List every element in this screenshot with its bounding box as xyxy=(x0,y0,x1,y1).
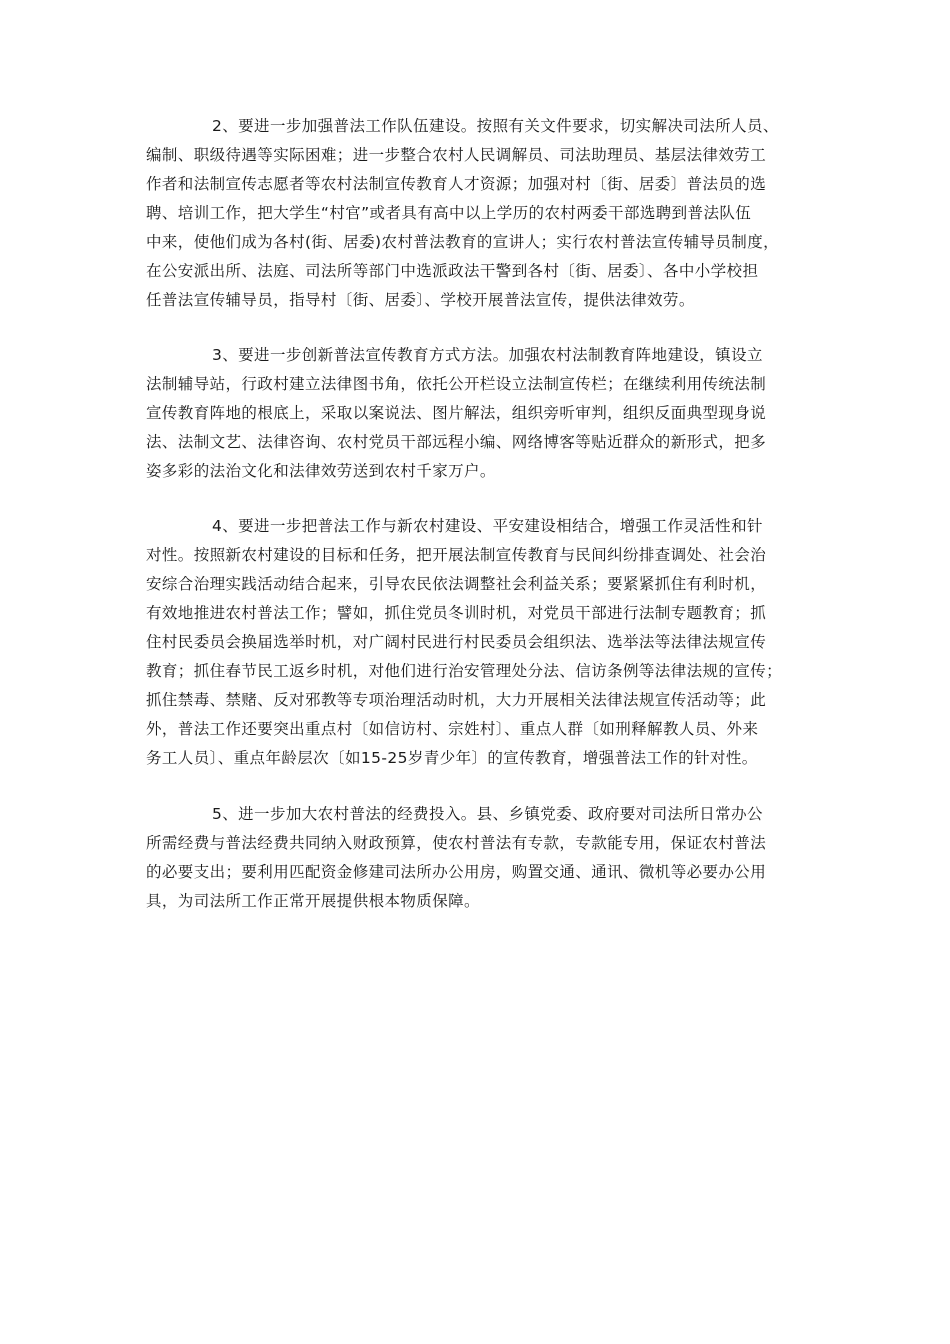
paragraph-line: 具，为司法所工作正常开展提供根本物质保障。 xyxy=(146,892,480,910)
paragraph-line: 聘、培训工作，把大学生“村官”或者具有高中以上学历的农村两委干部选聘到普法队伍 xyxy=(146,204,752,222)
paragraph-line: 务工人员〕、重点年龄层次〔如15-25岁青少年〕的宣传教育，增强普法工作的针对性。 xyxy=(146,749,758,767)
paragraph-line: 安综合治理实践活动结合起来，引导农民依法调整社会利益关系；要紧紧抓住有利时机， xyxy=(146,575,767,593)
paragraph-line: 2、要进一步加强普法工作队伍建设。按照有关文件要求，切实解决司法所人员、 xyxy=(212,117,779,135)
paragraph-line: 宣传教育阵地的根底上，采取以案说法、图片解法，组织旁听审判，组织反面典型现身说 xyxy=(146,404,767,422)
paragraph-line: 的必要支出；要利用匹配资金修建司法所办公用房，购置交通、通讯、微机等必要办公用 xyxy=(146,863,767,881)
paragraph-line: 住村民委员会换届选举时机，对广阔村民进行村民委员会组织法、选举法等法律法规宣传 xyxy=(146,633,767,651)
paragraph-line: 5、进一步加大农村普法的经费投入。县、乡镇党委、政府要对司法所日常办公 xyxy=(212,805,763,823)
paragraph-line: 所需经费与普法经费共同纳入财政预算，使农村普法有专款，专款能专用，保证农村普法 xyxy=(146,834,767,852)
paragraph-line: 4、要进一步把普法工作与新农村建设、平安建设相结合，增强工作灵活性和针 xyxy=(212,517,763,535)
paragraph-line: 对性。按照新农村建设的目标和任务，把开展法制宣传教育与民间纠纷排查调处、社会治 xyxy=(146,546,767,564)
paragraph-line: 中来，使他们成为各村(街、居委)农村普法教育的宣讲人；实行农村普法宣传辅导员制度， xyxy=(146,233,779,251)
paragraph-line: 姿多彩的法治文化和法律效劳送到农村千家万户。 xyxy=(146,462,496,480)
paragraph-line: 抓住禁毒、禁赌、反对邪教等专项治理活动时机，大力开展相关法律法规宣传活动等；此 xyxy=(146,691,767,709)
paragraph-line: 法制辅导站，行政村建立法律图书角，依托公开栏设立法制宣传栏；在继续利用传统法制 xyxy=(146,375,767,393)
paragraph-line: 在公安派出所、法庭、司法所等部门中选派政法干警到各村〔街、居委〕、各中小学校担 xyxy=(146,262,759,280)
paragraph-line: 任普法宣传辅导员，指导村〔街、居委〕、学校开展普法宣传，提供法律效劳。 xyxy=(146,291,695,309)
paragraph-4 xyxy=(146,512,810,773)
paragraph-line: 有效地推进农村普法工作；譬如，抓住党员冬训时机，对党员干部进行法制专题教育；抓 xyxy=(146,604,767,622)
paragraph-line: 教育；抓住春节民工返乡时机，对他们进行治安管理处分法、信访条例等法律法规的宣传； xyxy=(146,662,783,680)
paragraph-line: 外，普法工作还要突出重点村〔如信访村、宗姓村〕、重点人群〔如刑释解教人员、外来 xyxy=(146,720,759,738)
paragraph-line: 作者和法制宣传志愿者等农村法制宣传教育人才资源；加强对村〔街、居委〕普法员的选 xyxy=(146,175,767,193)
paragraph-line: 3、要进一步创新普法宣传教育方式方法。加强农村法制教育阵地建设，镇设立 xyxy=(212,346,763,364)
paragraph-2 xyxy=(146,112,810,315)
paragraph-line: 法、法制文艺、法律咨询、农村党员干部远程小编、网络博客等贴近群众的新形式，把多 xyxy=(146,433,767,451)
paragraph-line: 编制、职级待遇等实际困难；进一步整合农村人民调解员、司法助理员、基层法律效劳工 xyxy=(146,146,767,164)
paragraph-3 xyxy=(146,341,810,486)
paragraph-5 xyxy=(146,800,810,916)
